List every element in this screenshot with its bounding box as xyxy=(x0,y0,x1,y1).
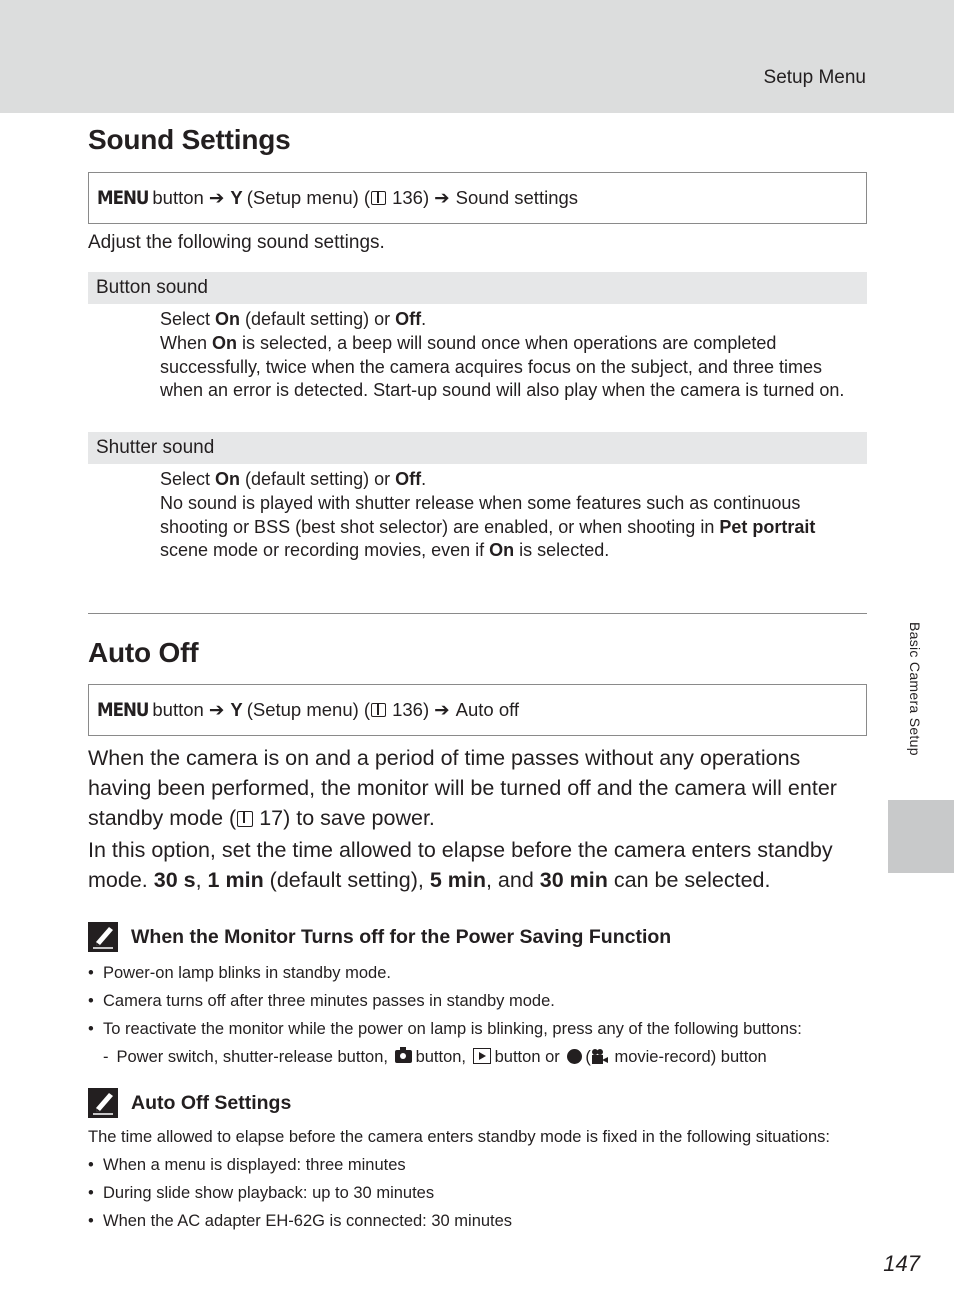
setting-name: Button sound xyxy=(88,272,867,304)
page-ref-icon xyxy=(371,191,386,205)
note-monitor-off xyxy=(88,922,867,1071)
header-band xyxy=(0,0,954,113)
pencil-note-icon xyxy=(88,922,118,952)
auto-off-path xyxy=(88,684,867,736)
arrow-right-icon: ➔ xyxy=(434,699,450,720)
path-setup-menu: (Setup menu) ( xyxy=(246,187,371,208)
path-destination: Sound settings xyxy=(455,187,579,208)
arrow-right-icon: ➔ xyxy=(434,187,450,208)
arrow-right-icon: ➔ xyxy=(208,187,225,208)
page-number: 147 xyxy=(883,1251,920,1276)
path-button-word: button xyxy=(152,187,204,208)
sound-settings-section xyxy=(88,124,867,156)
camera-icon xyxy=(395,1050,412,1063)
auto-off-options: In this option, set the time allowed to elapse before the camera enters standby mode. 30 s, 1 min (default setting), 5 min, and 30 min can be selected. xyxy=(88,838,833,892)
wrench-icon: Y xyxy=(230,187,243,208)
sub-list-item: - Power switch, shutter-release button, button, button or ( movie-record) button xyxy=(103,1048,767,1066)
side-tab-label: Basic Camera Setup xyxy=(907,622,923,756)
side-tab-marker xyxy=(888,800,954,873)
menu-button-icon: MENU xyxy=(97,699,149,721)
sound-settings-title: Sound Settings xyxy=(88,124,291,155)
path-page-ref: 136) xyxy=(392,699,430,720)
menu-path-box xyxy=(88,684,867,736)
list-item: • To reactivate the monitor while the power on lamp is blinking, press any of the following buttons: xyxy=(88,1015,867,1043)
list-item: • Power-on lamp blinks in standby mode. xyxy=(88,959,867,987)
menu-path-box xyxy=(88,172,867,224)
path-button-word: button xyxy=(152,699,204,720)
auto-off-title: Auto Off xyxy=(88,637,199,668)
menu-button-icon: MENU xyxy=(97,187,149,209)
list-item: • Camera turns off after three minutes passes in standby mode. xyxy=(88,987,867,1015)
note-bullets xyxy=(88,959,867,1043)
auto-off-description: When the camera is on and a period of time passes without any operations having been performed, the monitor will be turned off and the camera will enter standby mode ( 17) to save power. xyxy=(88,746,837,830)
path-page-ref: 136) xyxy=(392,187,430,208)
record-dot-icon xyxy=(567,1049,582,1064)
note-auto-off-settings xyxy=(88,1088,867,1235)
arrow-right-icon: ➔ xyxy=(208,699,225,720)
sound-intro: Adjust the following sound settings. xyxy=(88,232,385,253)
note-title: When the Monitor Turns off for the Power Saving Function xyxy=(88,922,867,952)
setting-description: Select On (default setting) or Off. When On is selected, a beep will sound once when operations are completed successfully, twice when the camera acquires focus on the subject, and three times when an error is detected. Start-up sound will also play when the camera is turned on. xyxy=(160,309,845,401)
movie-camera-icon xyxy=(592,1049,608,1064)
note-paragraph: The time allowed to elapse before the camera enters standby mode is fixed in the following situations: xyxy=(88,1128,830,1146)
setting-description: Select On (default setting) or Off. No sound is played with shutter release when some features such as continuous shooting or BSS (best shot selector) are enabled, or when shooting in Pet portrait scene mode or recording movies, even if On is selected. xyxy=(160,469,816,561)
section-divider xyxy=(88,613,867,614)
page-ref-icon xyxy=(371,703,386,717)
setting-name: Shutter sound xyxy=(88,432,867,464)
list-item: • When a menu is displayed: three minutes xyxy=(88,1151,867,1179)
section-title: Setup Menu xyxy=(763,67,866,88)
path-destination: Auto off xyxy=(455,699,520,720)
playback-icon xyxy=(473,1048,491,1064)
sound-settings-path xyxy=(88,172,867,224)
button-sound-block xyxy=(88,272,867,403)
path-setup-menu: (Setup menu) ( xyxy=(246,699,371,720)
list-item: • When the AC adapter EH-62G is connected: 30 minutes xyxy=(88,1207,867,1235)
list-item: • During slide show playback: up to 30 minutes xyxy=(88,1179,867,1207)
note-title: Auto Off Settings xyxy=(88,1088,867,1118)
shutter-sound-block xyxy=(88,432,867,563)
pencil-note-icon xyxy=(88,1088,118,1118)
wrench-icon: Y xyxy=(230,699,243,720)
page-ref-icon xyxy=(237,811,253,827)
note-bullets xyxy=(88,1151,867,1235)
